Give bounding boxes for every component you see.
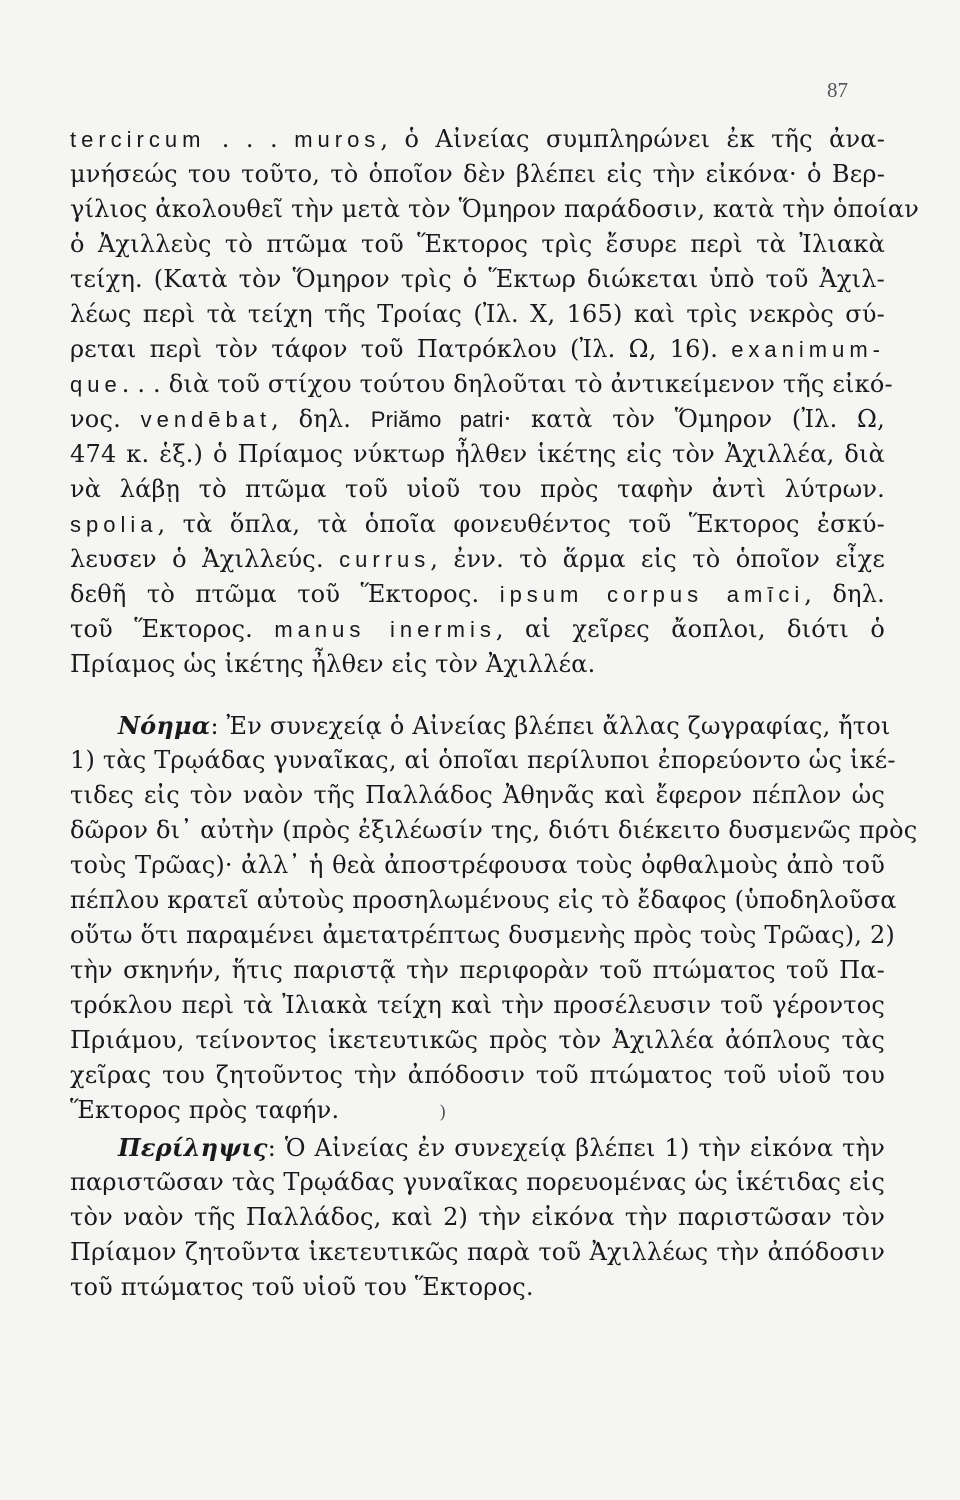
text-line: μνήσεώς του τοῦτο, τὸ ὁποῖον δὲν βλέπει εἰς τὴν εἰκόνα· ὁ Βερ- bbox=[70, 160, 885, 188]
text-line: λευσεν ὁ Ἀχιλλεύς. currus, ἐνν. τὸ ἅρμα εἰς τὸ ὁποῖον εἶχε bbox=[70, 545, 886, 573]
text-line: πέπλου κρατεῖ αὐτοὺς προσηλωμένους εἰς τὸ ἔδαφος (ὑποδηλοῦσα bbox=[70, 886, 897, 914]
text-line: spolia, τὰ ὅπλα, τὰ ὁποῖα φονευθέντος τοῦ Ἕκτορος ἐσκύ- bbox=[70, 510, 885, 538]
text-line: δῶρον δι᾽ αὐτὴν (πρὸς ἐξιλέωσίν της, διότι διέκειτο δυσμενῶς πρὸς bbox=[70, 816, 918, 844]
text-line: δεθῆ τὸ πτῶμα τοῦ Ἕκτορος. ipsum corpus amīci, δηλ. bbox=[70, 580, 885, 608]
section-heading: Νόημα bbox=[118, 711, 211, 740]
noema-paragraph bbox=[70, 708, 918, 1128]
latin-lemma: vendēbat bbox=[140, 407, 272, 432]
text-line: Νόημα: Ἐν συνεχείᾳ ὁ Αἰνείας βλέπει ἄλλας ζωγραφίας, ἤτοι bbox=[118, 711, 891, 740]
text-line: τρόκλου περὶ τὰ Ἰλιακὰ τείχη καὶ τὴν προσέλευσιν τοῦ γέροντος bbox=[70, 991, 885, 1019]
text-line: νος. vendēbat, δηλ. Priămo patri· κατὰ τὸν Ὅμηρον (Ἰλ. Ω, bbox=[70, 405, 885, 433]
text-line: χεῖρας του ζητοῦντος τὴν ἀπόδοσιν τοῦ πτώματος τοῦ υἱοῦ του bbox=[70, 1061, 885, 1089]
text-line: Πριάμου, τείνοντος ἱκετευτικῶς πρὸς τὸν Ἀχιλλέα ἀόπλους τὰς bbox=[70, 1026, 885, 1054]
text-line: Ἕκτορος πρὸς ταφήν. ) bbox=[70, 1096, 447, 1124]
text-line: λέως περὶ τὰ τείχη τῆς Τροίας (Ἰλ. Χ, 165) καὶ τρὶς νεκρὸς σύ- bbox=[70, 300, 885, 328]
text-line: τοῦ πτώματος τοῦ υἱοῦ του Ἕκτορος. bbox=[70, 1273, 534, 1301]
text-line: que. . . διὰ τοῦ στίχου τούτου δηλοῦται τὸ ἀντικείμενον τῆς εἰκό- bbox=[70, 370, 893, 398]
text-line: 474 κ. ἑξ.) ὁ Πρίαμος νύκτωρ ἦλθεν ἱκέτης εἰς τὸν Ἀχιλλέα, διὰ bbox=[70, 440, 885, 468]
text-line: tercircum . . . muros, ὁ Αἰνείας συμπληρώνει ἐκ τῆς ἀνα- bbox=[70, 125, 886, 153]
latin-lemma: muros bbox=[294, 127, 381, 152]
section-heading: Περίληψις bbox=[118, 1133, 268, 1162]
text-line: Πρίαμος ὡς ἱκέτης ἦλθεν εἰς τὸν Ἀχιλλέα. bbox=[70, 650, 596, 678]
text-line: Περίληψις: Ὁ Αἰνείας ἐν συνεχείᾳ βλέπει 1) τὴν εἰκόνα τὴν bbox=[118, 1133, 885, 1162]
text-line: Πρίαμον ζητοῦντα ἱκετευτικῶς παρὰ τοῦ Ἀχιλλέως τὴν ἀπόδοσιν bbox=[70, 1238, 885, 1266]
stray-mark: ) bbox=[439, 1102, 447, 1123]
latin-lemma: tercircum bbox=[70, 127, 206, 152]
text-line: γίλιος ἀκολουθεῖ τὴν μετὰ τὸν Ὅμηρον παράδοσιν, κατὰ τὴν ὁποίαν bbox=[70, 195, 920, 223]
page-number: 87 bbox=[827, 78, 848, 102]
latin-lemma: exanimum- bbox=[731, 337, 885, 362]
commentary-paragraph bbox=[70, 122, 920, 682]
latin-lemma: manus inermis bbox=[274, 617, 496, 642]
text-line: τοῦ Ἕκτορος. manus inermis, αἱ χεῖρες ἄοπλοι, διότι ὁ bbox=[70, 615, 885, 643]
latin-lemma: currus bbox=[339, 547, 431, 572]
text-line: παριστῶσαν τὰς Τρῳάδας γυναῖκας πορευομένας ὡς ἱκέτιδας εἰς bbox=[70, 1168, 885, 1196]
text-line: τείχη. (Κατὰ τὸν Ὅμηρον τρὶς ὁ Ἕκτωρ διώκεται ὑπὸ τοῦ Ἀχιλ- bbox=[70, 265, 885, 293]
latin-lemma: ipsum corpus amīci bbox=[499, 582, 805, 607]
text-line: τοὺς Τρῶας)· ἀλλ᾽ ἡ θεὰ ἀποστρέφουσα τοὺς ὀφθαλμοὺς ἀπὸ τοῦ bbox=[70, 851, 885, 879]
text-line: τιδες εἰς τὸν ναὸν τῆς Παλλάδος Ἀθηνᾶς καὶ ἔφερον πέπλον ὡς bbox=[70, 781, 885, 809]
latin-lemma: spolia bbox=[70, 512, 158, 537]
text-line: 1) τὰς Τρῳάδας γυναῖκας, αἱ ὁποῖαι περίλυποι ἐπορεύοντο ὡς ἱκέ- bbox=[70, 746, 896, 774]
text-line: τὴν σκηνήν, ἥτις παριστᾷ τὴν περιφορὰν τοῦ πτώματος τοῦ Πα- bbox=[70, 956, 885, 984]
latin-gloss: Priămo patri bbox=[370, 407, 504, 432]
text-line: τὸν ναὸν τῆς Παλλάδος, καὶ 2) τὴν εἰκόνα τὴν παριστῶσαν τὸν bbox=[70, 1203, 885, 1231]
text-line: νὰ λάβῃ τὸ πτῶμα τοῦ υἱοῦ του πρὸς ταφὴν ἀντὶ λύτρων. bbox=[70, 475, 885, 503]
text-line: ρεται περὶ τὸν τάφον τοῦ Πατρόκλου (Ἰλ. Ω, 16). exanimum- bbox=[70, 335, 885, 363]
text-line: ὁ Ἀχιλλεὺς τὸ πτῶμα τοῦ Ἕκτορος τρὶς ἔσυρε περὶ τὰ Ἰλιακὰ bbox=[70, 230, 885, 258]
text-line: οὕτω ὅτι παραμένει ἀμετατρέπτως δυσμενὴς πρὸς τοὺς Τρῶας), 2) bbox=[70, 921, 895, 949]
summary-paragraph bbox=[70, 1130, 885, 1305]
latin-lemma: que bbox=[70, 372, 122, 397]
